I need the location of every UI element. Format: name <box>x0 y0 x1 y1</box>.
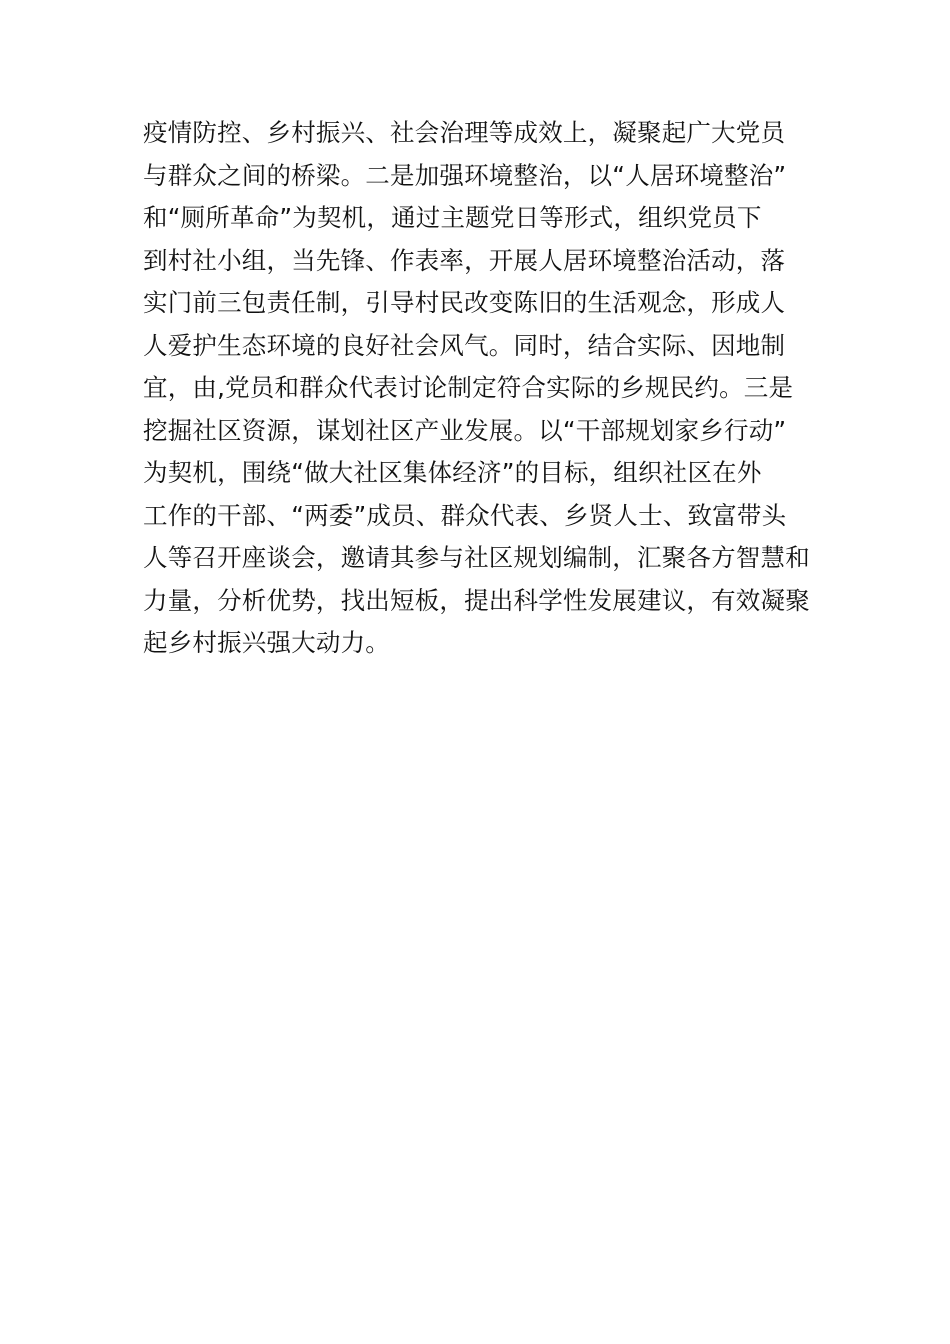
paragraph-line-4: 到村社小组，当先锋、作表率，开展人居环境整治活动，落 <box>143 245 786 275</box>
paragraph-line-11: 人等召开座谈会，邀请其参与社区规划编制，汇聚各方智慧和 <box>143 543 810 572</box>
paragraph-line-1: 疫情防控、乡村振兴、社会治理等成效上，凝聚起广大党员 <box>143 118 786 147</box>
body-paragraph <box>143 112 823 665</box>
paragraph-line-3: 和“厕所革命”为契机，通过主题党日等形式，组织党员下 <box>143 203 762 232</box>
paragraph-line-5: 实门前三包责任制，引导村民改变陈旧的生活观念，形成人 <box>143 288 786 317</box>
paragraph-line-9: 为契机，围绕“做大社区集体经济”的目标，组织社区在外 <box>143 458 762 487</box>
paragraph-line-12: 力量，分析优势，找出短板，提出科学性发展建议，有效凝聚 <box>143 585 810 615</box>
paragraph-line-8: 挖掘社区资源，谋划社区产业发展。以“干部规划家乡行动” <box>143 415 787 445</box>
paragraph-line-7: 宜，由,党员和群众代表讨论制定符合实际的乡规民约。三是 <box>143 373 794 402</box>
paragraph-line-13: 起乡村振兴强大动力。 <box>143 628 390 657</box>
paragraph-line-2: 与群众之间的桥梁。二是加强环境整治，以“人居环境整治” <box>143 160 787 190</box>
paragraph-line-6: 人爱护生态环境的良好社会风气。同时，结合实际、因地制 <box>143 330 786 360</box>
paragraph-line-10: 工作的干部、“两委”成员、群众代表、乡贤人士、致富带头 <box>143 500 787 530</box>
